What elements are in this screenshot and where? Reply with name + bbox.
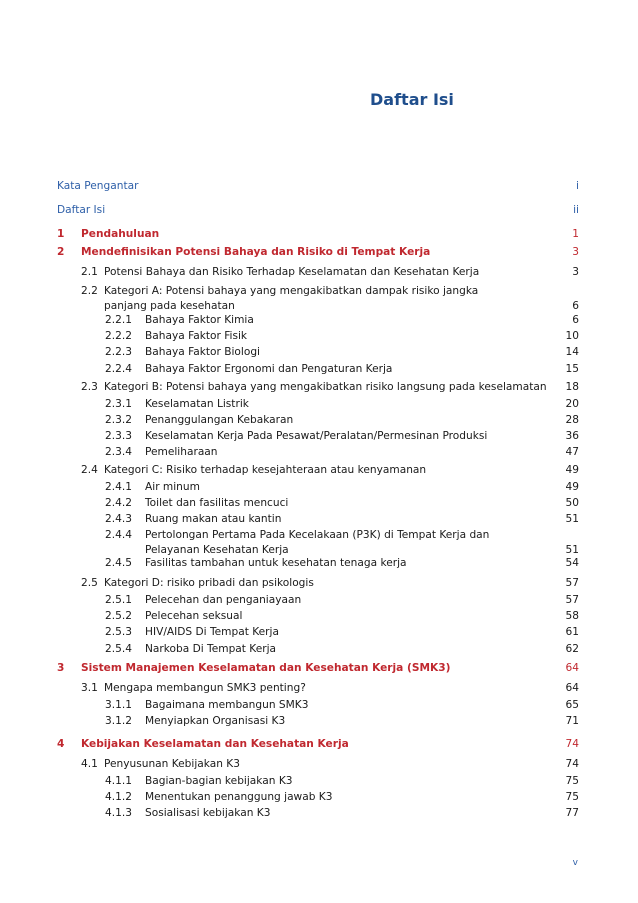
toc-entry-label: Bagaimana membangun SMK3 xyxy=(145,699,309,711)
toc-entry-page: 36 xyxy=(565,430,579,442)
toc-entry-label: Daftar Isi xyxy=(57,204,106,216)
toc-entry-label: Sosialisasi kebijakan K3 xyxy=(145,807,271,819)
toc-entry-number: 2.3.4 xyxy=(105,446,132,458)
toc-entry-label: Pelecehan dan penganiayaan xyxy=(145,594,302,606)
toc-entry-label: Mendefinisikan Potensi Bahaya dan Risiko di Tempat Kerja xyxy=(81,246,431,258)
toc-entry-number: 2.3.2 xyxy=(105,414,132,426)
toc-entry-number: 2.3.3 xyxy=(105,430,132,442)
page-number: v xyxy=(572,858,578,868)
toc-entry-label: Pendahuluan xyxy=(81,228,160,240)
toc-entry-number: 2.4 xyxy=(81,464,98,476)
toc-entry-page: 75 xyxy=(565,791,579,803)
toc-entry-label: Bahaya Faktor Ergonomi dan Pengaturan Kerja xyxy=(145,363,393,375)
toc-entry-page: 64 xyxy=(565,682,579,694)
toc-entry-page: 49 xyxy=(565,464,579,476)
toc-entry-label: Menyiapkan Organisasi K3 xyxy=(145,715,286,727)
toc-entry-number: 2 xyxy=(57,246,65,258)
toc-entry-label: Pertolongan Pertama Pada Kecelakaan (P3K) di Tempat Kerja dan xyxy=(145,529,490,541)
toc-entry-label: Keselamatan Kerja Pada Pesawat/Peralatan/Permesinan Produksi xyxy=(145,430,488,442)
toc-entry-page: 54 xyxy=(565,557,579,569)
toc-entry-page: 10 xyxy=(565,330,579,342)
toc-entry-page: 74 xyxy=(565,738,579,750)
toc-entry-number: 3.1.1 xyxy=(105,699,132,711)
toc-entry-number: 1 xyxy=(57,228,65,240)
toc-entry-page: 6 xyxy=(572,314,579,326)
toc-entry-page: ii xyxy=(573,204,579,216)
toc-entry-label-continued: panjang pada kesehatan xyxy=(104,300,235,312)
toc-entry-number: 2.5 xyxy=(81,577,98,589)
toc-entry-number: 4.1.1 xyxy=(105,775,132,787)
toc-entry-page: 61 xyxy=(565,626,579,638)
toc-entry-label: Sistem Manajemen Keselamatan dan Kesehatan Kerja (SMK3) xyxy=(81,662,451,674)
toc-entry-number: 2.4.3 xyxy=(105,513,132,525)
toc-entry-page: 47 xyxy=(565,446,579,458)
toc-entry-page: 74 xyxy=(565,758,579,770)
toc-entry-number: 2.3.1 xyxy=(105,398,132,410)
toc-entry-page: 49 xyxy=(565,481,579,493)
toc-entry-page: 15 xyxy=(565,363,579,375)
toc-entry-number: 2.2 xyxy=(81,285,98,297)
toc-entry-number: 4.1.2 xyxy=(105,791,132,803)
toc-entry-label: Bahaya Faktor Kimia xyxy=(145,314,254,326)
toc-entry-number: 4.1 xyxy=(81,758,98,770)
toc-entry-number: 3.1 xyxy=(81,682,98,694)
toc-entry-number: 2.3 xyxy=(81,381,98,393)
page-title: Daftar Isi xyxy=(370,90,454,109)
toc-entry-label: Pelecehan seksual xyxy=(145,610,243,622)
toc-entry-label: Bagian-bagian kebijakan K3 xyxy=(145,775,293,787)
toc-entry-label: Air minum xyxy=(145,481,200,493)
toc-entry-number: 2.5.4 xyxy=(105,643,132,655)
toc-entry-page: 51 xyxy=(565,513,579,525)
toc-entry-page: 51 xyxy=(565,544,579,556)
toc-entry-page: 71 xyxy=(565,715,579,727)
toc-entry-number: 2.2.4 xyxy=(105,363,132,375)
toc-entry-label: Kategori C: Risiko terhadap kesejahteraan atau kenyamanan xyxy=(104,464,427,476)
toc-entry-page: 20 xyxy=(565,398,579,410)
toc-entry-number: 2.4.4 xyxy=(105,529,132,541)
toc-entry-label: Penanggulangan Kebakaran xyxy=(145,414,294,426)
toc-entry-label: HIV/AIDS Di Tempat Kerja xyxy=(145,626,279,638)
toc-entry-page: 77 xyxy=(565,807,579,819)
toc-entry-page: 75 xyxy=(565,775,579,787)
toc-entry-label: Toilet dan fasilitas mencuci xyxy=(145,497,289,509)
toc-entry-label: Ruang makan atau kantin xyxy=(145,513,282,525)
toc-entry-page: 64 xyxy=(565,662,579,674)
toc-entry-label: Kategori D: risiko pribadi dan psikologis xyxy=(104,577,314,589)
toc-entry-page: 57 xyxy=(565,577,579,589)
toc-entry-label: Kategori A: Potensi bahaya yang mengakibatkan dampak risiko jangka xyxy=(104,285,479,297)
toc-entry-page: 50 xyxy=(565,497,579,509)
toc-entry-label: Kebijakan Keselamatan dan Kesehatan Kerja xyxy=(81,738,349,750)
toc-entry-number: 2.5.1 xyxy=(105,594,132,606)
toc-entry-number: 2.2.1 xyxy=(105,314,132,326)
toc-entry-label: Narkoba Di Tempat Kerja xyxy=(145,643,277,655)
toc-entry-page: 18 xyxy=(565,381,579,393)
toc-entry-page: 62 xyxy=(565,643,579,655)
toc-entry-label: Fasilitas tambahan untuk kesehatan tenaga kerja xyxy=(145,557,407,569)
toc-entry-label: Keselamatan Listrik xyxy=(145,398,249,410)
toc-entry-label-continued: Pelayanan Kesehatan Kerja xyxy=(145,544,289,556)
toc-entry-number: 3.1.2 xyxy=(105,715,132,727)
toc-entry-number: 4.1.3 xyxy=(105,807,132,819)
toc-entry-label: Potensi Bahaya dan Risiko Terhadap Keselamatan dan Kesehatan Kerja xyxy=(104,266,480,278)
toc-entry-page: 3 xyxy=(572,246,579,258)
toc-entry-label: Bahaya Faktor Biologi xyxy=(145,346,260,358)
toc-entry-page: 1 xyxy=(572,228,579,240)
toc-entry-page: 14 xyxy=(565,346,579,358)
toc-entry-label: Menentukan penanggung jawab K3 xyxy=(145,791,333,803)
toc-entry-number: 2.1 xyxy=(81,266,98,278)
toc-entry-label: Bahaya Faktor Fisik xyxy=(145,330,248,342)
toc-entry-page: 28 xyxy=(565,414,579,426)
toc-entry-page: 6 xyxy=(572,300,579,312)
toc-entry-page: 3 xyxy=(572,266,579,278)
toc-entry-page: 65 xyxy=(565,699,579,711)
toc-entry-label: Kategori B: Potensi bahaya yang mengakibatkan risiko langsung pada keselamatan xyxy=(104,381,547,393)
toc-entry-number: 4 xyxy=(57,738,65,750)
toc-entry-page: 57 xyxy=(565,594,579,606)
toc-entry-label: Pemeliharaan xyxy=(145,446,218,458)
toc-entry-number: 2.2.3 xyxy=(105,346,132,358)
toc-entry-number: 2.4.2 xyxy=(105,497,132,509)
toc-entry-page: 58 xyxy=(565,610,579,622)
toc-entry-number: 2.4.1 xyxy=(105,481,132,493)
toc-entry-page: i xyxy=(576,180,579,192)
toc-entry-label: Penyusunan Kebijakan K3 xyxy=(104,758,240,770)
toc-entry-number: 2.5.3 xyxy=(105,626,132,638)
toc-entry-number: 2.2.2 xyxy=(105,330,132,342)
toc-entry-number: 3 xyxy=(57,662,65,674)
toc-entry-label: Kata Pengantar xyxy=(57,180,139,192)
toc-entry-number: 2.4.5 xyxy=(105,557,132,569)
toc-entry-number: 2.5.2 xyxy=(105,610,132,622)
toc-entry-label: Mengapa membangun SMK3 penting? xyxy=(104,682,306,694)
